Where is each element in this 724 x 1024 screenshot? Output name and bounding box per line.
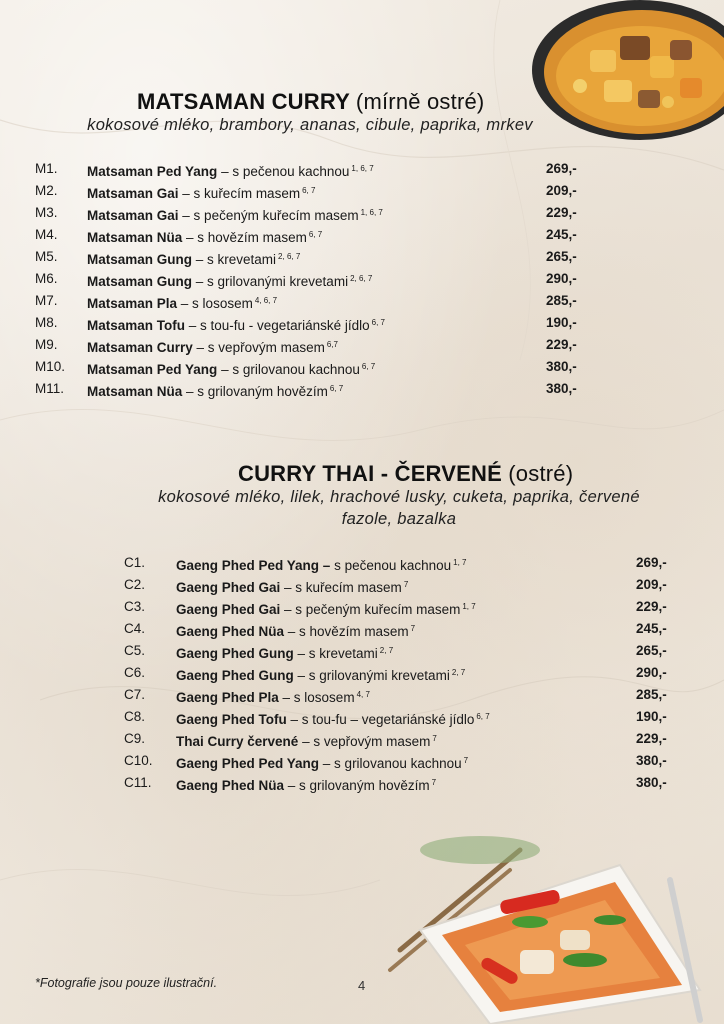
menu-item-allergens: 4, 7 [356,690,370,699]
menu-item-name: Matsaman Gai [87,186,179,201]
menu-item-name: Matsaman Ped Yang [87,164,218,179]
menu-item-code: C4. [124,621,146,636]
menu-item-dish [87,378,343,403]
curry-red-ingredients-line2: fazole, bazalka [341,510,457,528]
menu-item-name: Matsaman Gai [87,208,179,223]
menu-item-row [124,596,684,618]
menu-item-description: – s tou-fu - vegetariánské jídlo [185,318,370,333]
menu-item-row [124,728,684,750]
menu-item-allergens: 4, 6, 7 [254,296,278,305]
menu-item-allergens: 1, 6, 7 [360,208,383,217]
menu-item-description: – s krevetami [293,646,378,661]
menu-item-code: C3. [124,599,146,614]
menu-item-code: C10. [124,753,153,768]
menu-item-price: 229,- [636,599,667,614]
menu-item-price: 265,- [636,643,667,658]
photo-disclaimer: *Fotografie jsou pouze ilustrační. [35,976,218,990]
menu-item-name: Matsaman Ped Yang [87,362,218,377]
menu-item-description: – s pečeným kuřecím masem [280,602,461,617]
menu-item-allergens: 1, 7 [453,558,467,567]
menu-item-allergens: 6, 7 [308,230,323,239]
menu-item-code: M4. [35,227,58,242]
menu-item-code: C5. [124,643,146,658]
menu-item-row [124,552,684,574]
menu-item-price: 380,- [636,753,667,768]
menu-item-allergens: 6, 7 [329,384,344,393]
menu-item-row [124,772,684,794]
menu-item-price: 380,- [546,359,577,374]
menu-item-code: M2. [35,183,58,198]
menu-item-allergens: 6,7 [326,340,338,349]
curry-red-menu-list [124,552,684,794]
menu-item-row [35,180,595,202]
menu-item-description: – s kuřecím masem [178,186,301,201]
curry-red-ingredients-line1: kokosové mléko, lilek, hrachové lusky, cuketa, paprika, červené [158,488,640,506]
menu-item-allergens: 2, 7 [451,668,466,677]
menu-item-allergens: 6, 7 [361,362,376,371]
menu-item-row [35,290,595,312]
section-title-matsaman [137,89,484,115]
menu-item-name: Gaeng Phed Gai [176,580,281,595]
menu-item-allergens: 6, 7 [476,712,490,721]
menu-item-row [124,750,684,772]
menu-item-description: – s krevetami [192,252,277,267]
menu-item-price: 269,- [636,555,667,570]
menu-item-code: M8. [35,315,58,330]
menu-item-code: C11. [124,775,152,790]
page-number: 4 [358,978,366,993]
menu-item-description: – s pečeným kuřecím masem [178,208,359,223]
menu-item-allergens: 2, 6, 7 [350,274,373,283]
menu-item-description: – s pečenou kachnou [217,164,350,179]
menu-item-description: – s vepřovým masem [192,340,325,355]
menu-item-name: Gaeng Phed Gai [176,602,281,617]
menu-item-price: 290,- [546,271,577,286]
menu-item-row [35,202,595,224]
menu-item-name: Matsaman Tofu [87,318,186,333]
menu-item-code: C8. [124,709,146,724]
menu-item-price: 380,- [636,775,667,790]
menu-item-allergens: 2, 6, 7 [278,252,301,261]
menu-item-allergens: 6, 7 [371,318,385,327]
menu-item-description: – s grilovaným hovězím [182,384,328,399]
menu-item-code: M6. [35,271,58,286]
menu-item-row [35,158,595,180]
menu-item-description: – s vepřovým masem [298,734,431,749]
menu-item-code: C9. [124,731,146,746]
matsaman-menu-list [35,158,595,400]
menu-item-allergens: 7 [410,624,416,633]
menu-item-code: C7. [124,687,146,702]
menu-item-row [35,378,595,400]
menu-item-row [124,684,684,706]
menu-item-price: 285,- [636,687,667,702]
menu-item-description: – s grilovanými krevetami [192,274,349,289]
menu-item-price: 209,- [546,183,577,198]
menu-item-price: 209,- [636,577,667,592]
menu-item-row [124,640,684,662]
menu-item-name: Gaeng Phed Pla [176,690,279,705]
menu-item-code: M10. [35,359,66,374]
menu-item-price: 229,- [546,205,577,220]
menu-item-allergens: 7 [463,756,469,765]
menu-item-name: Matsaman Gung [87,252,193,267]
menu-item-description: – s hovězím masem [284,624,409,639]
matsaman-ingredients: kokosové mléko, brambory, ananas, cibule, paprika, mrkev [87,116,533,134]
menu-item-allergens: 7 [432,734,437,743]
menu-item-description: – s lososem [177,296,253,311]
menu-item-name: Gaeng Phed Gung [176,646,294,661]
menu-item-price: 245,- [546,227,577,242]
menu-item-name: Matsaman Nüa [87,384,183,399]
menu-item-price: 290,- [636,665,667,680]
menu-item-row [124,662,684,684]
menu-item-row [35,334,595,356]
menu-item-allergens: 7 [403,580,409,589]
menu-item-row [124,574,684,596]
menu-item-code: M9. [35,337,58,352]
menu-item-code: C2. [124,577,146,592]
matsaman-title: MATSAMAN CURRY [137,89,350,114]
menu-item-code: M3. [35,205,58,220]
menu-item-name: Matsaman Gung [87,274,193,289]
menu-item-description: – s tou-fu – vegetariánské jídlo [286,712,475,727]
menu-item-row [35,312,595,334]
menu-item-allergens: 7 [431,778,437,787]
menu-item-dish [176,772,436,797]
menu-item-row [35,224,595,246]
menu-item-code: M7. [35,293,58,308]
menu-item-description: – s hovězím masem [182,230,307,245]
menu-item-row [35,356,595,378]
menu-item-price: 229,- [636,731,667,746]
menu-item-row [124,618,684,640]
menu-item-code: M11. [35,381,65,396]
menu-item-description: – s grilovanou kachnou [217,362,360,377]
menu-item-name: Matsaman Curry [87,340,193,355]
menu-item-name: Matsaman Nüa [87,230,183,245]
menu-item-name: Gaeng Phed Gung [176,668,294,683]
menu-item-description: – s grilovaným hovězím [284,778,430,793]
menu-item-name: Thai Curry červené [176,734,299,749]
menu-item-name: Gaeng Phed Tofu [176,712,287,727]
menu-item-price: 269,- [546,161,577,176]
menu-item-code: M5. [35,249,58,264]
menu-item-row [124,706,684,728]
menu-item-price: 380,- [546,381,577,396]
menu-item-allergens: 6, 7 [302,186,316,195]
menu-item-code: C6. [124,665,146,680]
menu-item-description: – s kuřecím masem [280,580,402,595]
red-curry-photo [370,820,724,1024]
menu-item-name: Matsaman Pla [87,296,178,311]
menu-item-allergens: 1, 7 [462,602,476,611]
menu-item-description: – s lososem [278,690,355,705]
curry-red-title: CURRY THAI - ČERVENÉ [238,461,502,486]
menu-item-description: – s grilovanými krevetami [293,668,450,683]
menu-item-price: 265,- [546,249,577,264]
menu-item-name: Gaeng Phed Nüa [176,624,285,639]
menu-item-name: Gaeng Phed Nüa [176,778,285,793]
section-title-curry-red [238,461,573,487]
menu-item-price: 190,- [636,709,667,724]
curry-red-spice-note: (ostré) [508,461,574,486]
menu-item-price: 245,- [636,621,667,636]
menu-item-price: 229,- [546,337,577,352]
menu-item-price: 190,- [546,315,577,330]
menu-item-name: Gaeng Phed Ped Yang – [176,558,331,573]
menu-item-price: 285,- [546,293,577,308]
menu-item-description: – s grilovanou kachnou [319,756,462,771]
menu-item-description: s pečenou kachnou [330,558,452,573]
menu-item-allergens: 2, 7 [379,646,394,655]
menu-item-row [35,246,595,268]
menu-item-code: M1. [35,161,58,176]
menu-item-allergens: 1, 6, 7 [351,164,374,173]
menu-item-name: Gaeng Phed Ped Yang [176,756,320,771]
menu-item-row [35,268,595,290]
menu-item-code: C1. [124,555,146,570]
matsaman-spice-note: (mírně ostré) [355,89,485,114]
